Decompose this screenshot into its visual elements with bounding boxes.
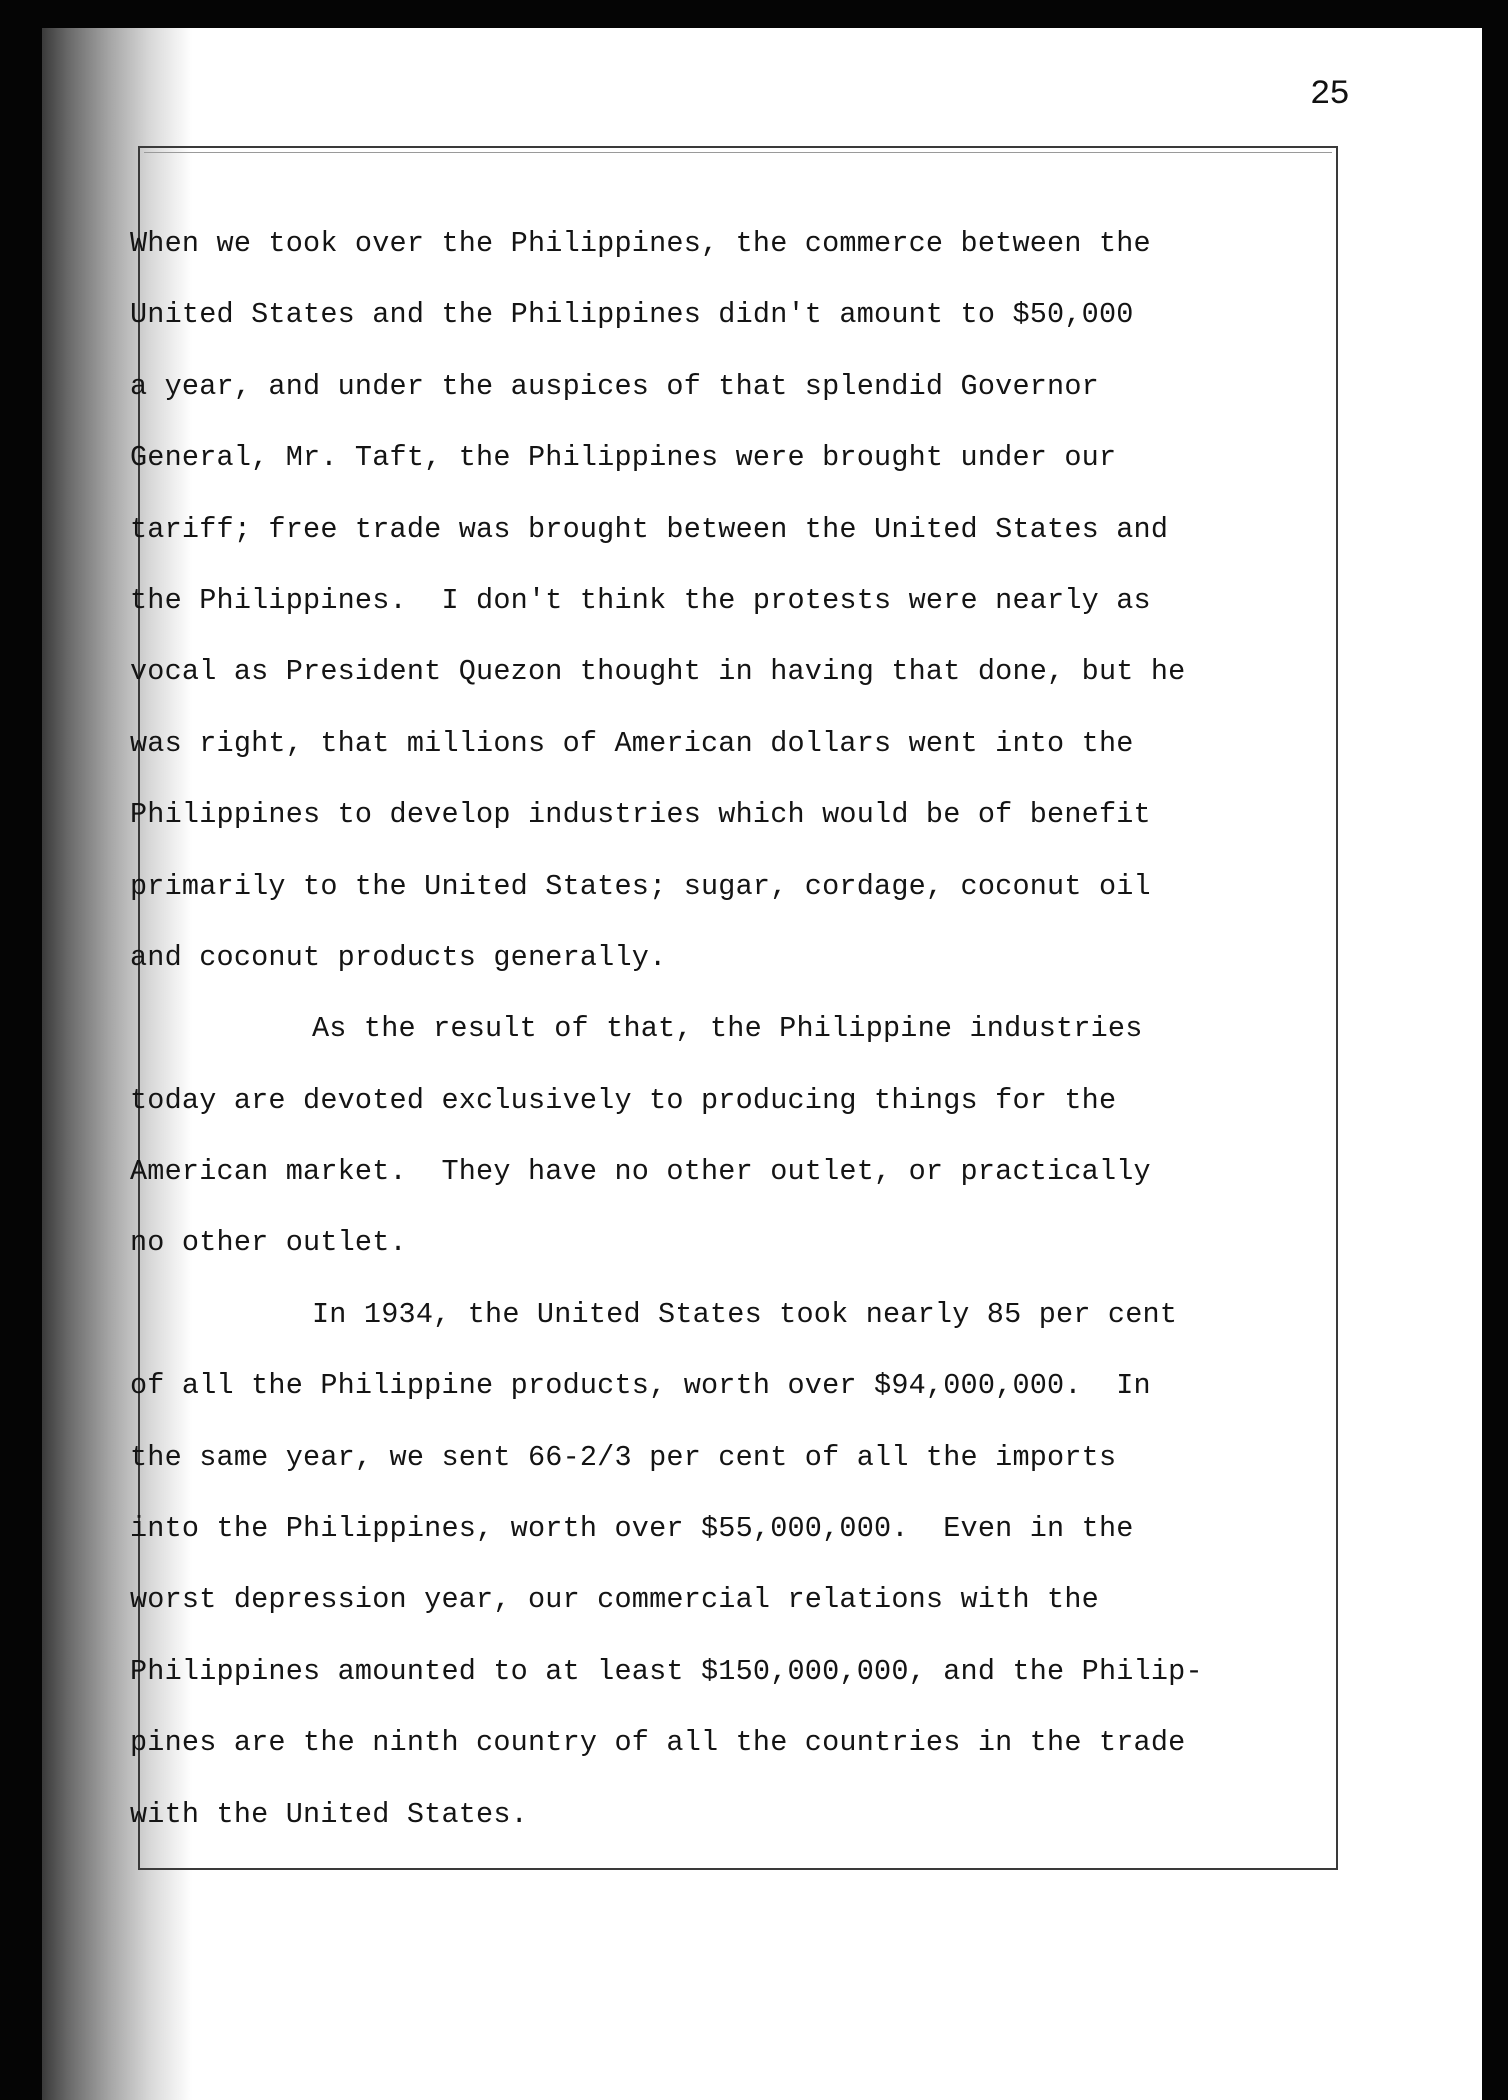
text-line: tariff; free trade was brought between the United States and [130,512,1169,546]
text-line: vocal as President Quezon thought in having that done, but he [130,655,1186,689]
text-line: a year, and under the auspices of that splendid Governor [130,369,1099,403]
text-line: primarily to the United States; sugar, cordage, coconut oil [130,869,1151,903]
text-line: United States and the Philippines didn't amount to $50,000 [130,298,1134,332]
text-line: worst depression year, our commercial relations with the [130,1583,1099,1617]
text-line: of all the Philippine products, worth over $94,000,000. In [130,1369,1151,1403]
text-line: into the Philippines, worth over $55,000,000. Even in the [130,1512,1134,1546]
body-text [130,208,1300,1850]
text-line: with the United States. [130,1797,528,1831]
text-line: and coconut products generally. [130,940,667,974]
text-line: General, Mr. Taft, the Philippines were brought under our [130,441,1117,475]
text-line: Philippines amounted to at least $150,000,000, and the Philip- [130,1654,1203,1688]
text-line: American market. They have no other outlet, or practically [130,1155,1151,1189]
text-line: no other outlet. [130,1226,407,1260]
text-line: the same year, we sent 66-2/3 per cent of all the imports [130,1440,1117,1474]
text-line: today are devoted exclusively to producing things for the [130,1083,1117,1117]
text-line-indented: In 1934, the United States took nearly 85 per cent [312,1297,1178,1331]
text-line-indented: As the result of that, the Philippine industries [312,1012,1143,1046]
text-line: was right, that millions of American dollars went into the [130,726,1134,760]
text-line: the Philippines. I don't think the protests were nearly as [130,583,1151,617]
text-line: pines are the ninth country of all the countries in the trade [130,1726,1186,1760]
text-line: Philippines to develop industries which would be of benefit [130,798,1151,832]
text-line: When we took over the Philippines, the commerce between the [130,227,1151,260]
page-number: 25 [1310,76,1349,114]
